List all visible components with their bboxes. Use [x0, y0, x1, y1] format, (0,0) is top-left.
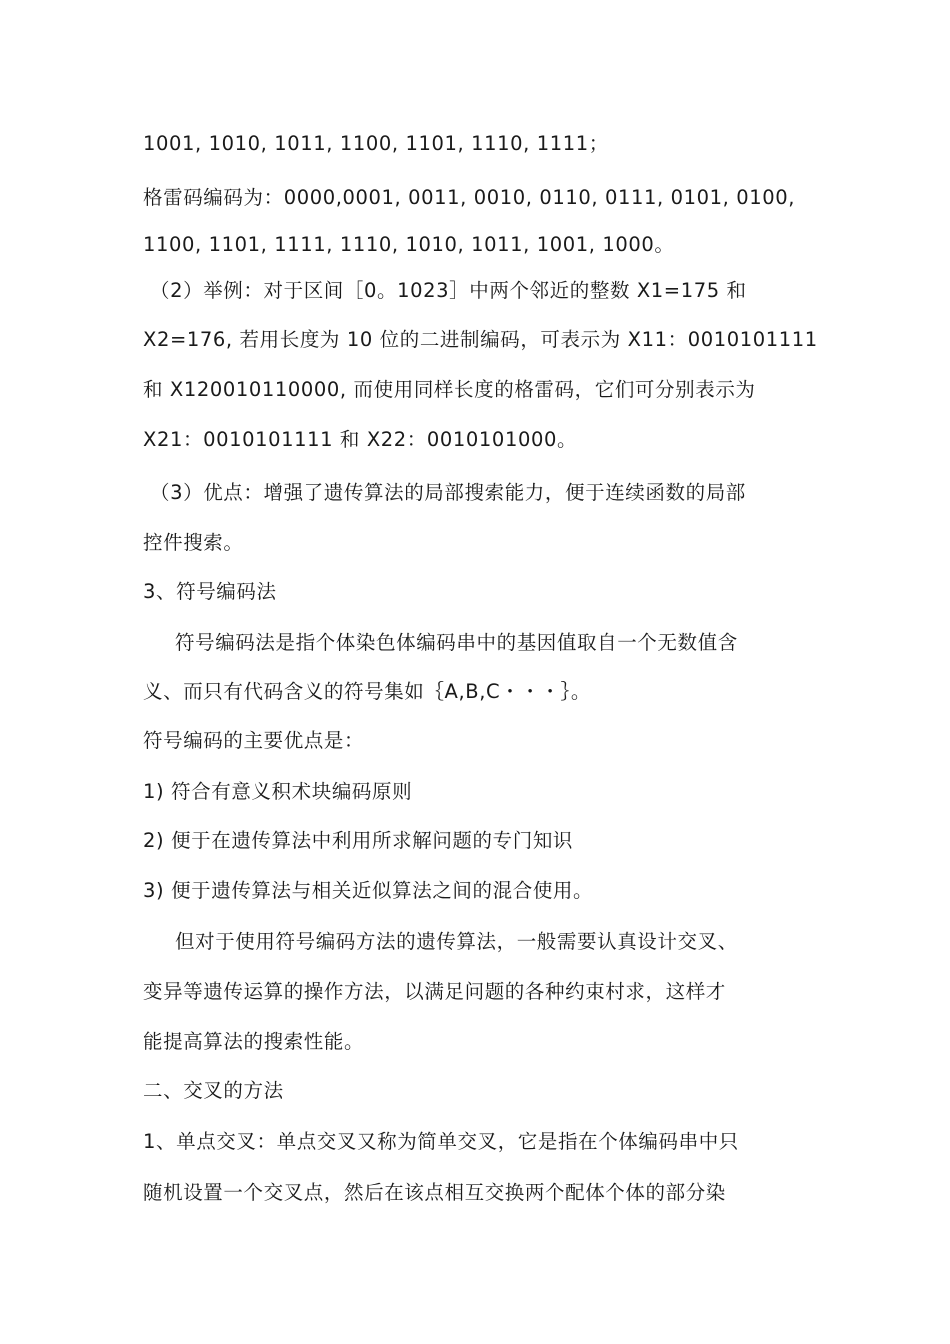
list-item: 1) 符合有意义积术块编码原则 [143, 780, 413, 803]
text-line: 变异等遗传运算的操作方法，以满足问题的各种约束村求，这样才 [143, 980, 726, 1003]
text-line: X21：0010101111 和 X22：0010101000。 [143, 428, 578, 451]
text-line: 但对于使用符号编码方法的遗传算法，一般需要认真设计交叉、 [175, 930, 738, 953]
text-line: （2）举例：对于区间［0。1023］中两个邻近的整数 X1=175 和 [150, 279, 747, 302]
text-line: 控件搜索。 [143, 531, 244, 554]
text-line: 1100, 1101, 1111, 1110, 1010, 1011, 1001, 1000。 [143, 233, 675, 256]
text-line: 1001, 1010, 1011, 1100, 1101, 1110, 1111； [143, 132, 609, 155]
section-heading: 二、交叉的方法 [143, 1079, 284, 1102]
text-line: 1、单点交叉：单点交叉又称为简单交叉，它是指在个体编码串中只 [143, 1130, 739, 1153]
text-line: 能提高算法的搜索性能。 [143, 1030, 365, 1053]
text-line: 随机设置一个交叉点，然后在该点相互交换两个配体个体的部分染 [143, 1181, 726, 1204]
text-line: （3）优点：增强了遗传算法的局部搜索能力，便于连续函数的局部 [150, 481, 746, 504]
section-heading: 3、符号编码法 [143, 580, 277, 603]
text-line: 符号编码的主要优点是： [143, 729, 365, 752]
text-line: 符号编码法是指个体染色体编码串中的基因值取自一个无数值含 [175, 631, 738, 654]
text-line: 义、而只有代码含义的符号集如｛A,B,C・・・｝。 [143, 680, 591, 703]
list-item: 2) 便于在遗传算法中利用所求解问题的专门知识 [143, 829, 574, 852]
list-item: 3) 便于遗传算法与相关近似算法之间的混合使用。 [143, 879, 594, 902]
text-line: 格雷码编码为：0000,0001, 0011, 0010, 0110, 0111, 0101, 0100, [143, 186, 796, 209]
text-line: X2=176, 若用长度为 10 位的二进制编码，可表示为 X11：0010101111 [143, 328, 818, 351]
text-line: 和 X120010110000, 而使用同样长度的格雷码，它们可分别表示为 [143, 378, 756, 401]
